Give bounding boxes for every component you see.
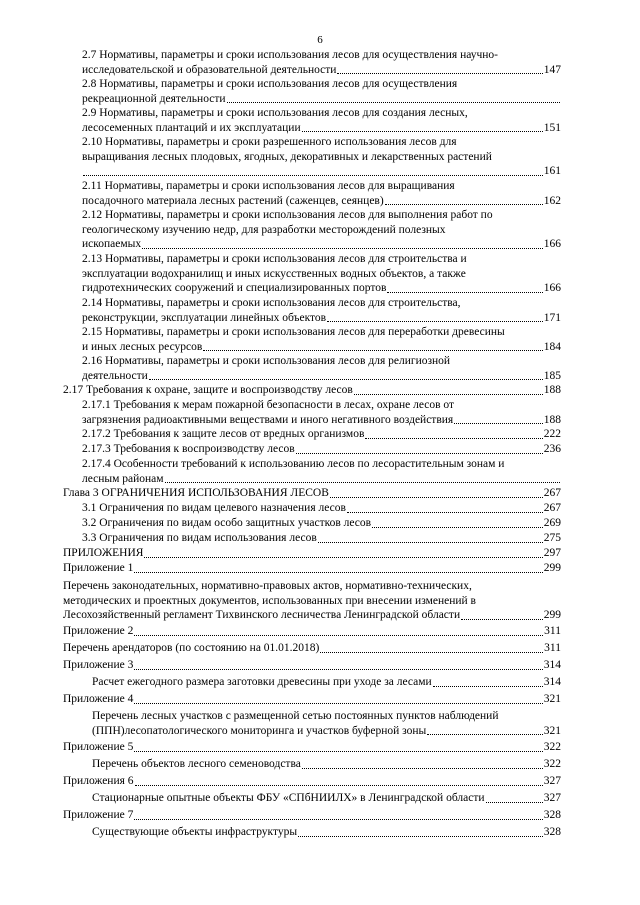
toc-entry-text: 2.9 Нормативы, параметры и сроки использования лесов для создания лесных, bbox=[82, 107, 468, 119]
toc-entry-line bbox=[63, 579, 561, 594]
toc-entry-text: Стационарные опытные объекты ФБУ «СПбНИИЛХ» в Ленинградской области bbox=[92, 792, 485, 804]
toc-entry-text: Лесохозяйственный регламент Тихвинского лесничества Ленинградской области bbox=[63, 609, 461, 622]
toc-entry-line bbox=[82, 311, 561, 326]
toc-entry[interactable] bbox=[63, 624, 561, 639]
toc-entry-line bbox=[82, 267, 561, 282]
toc-entry-line bbox=[63, 561, 561, 576]
toc-entry-text: 3.3 Ограничения по видам использования лесов bbox=[82, 532, 317, 544]
toc-entry-text: исследовательской и образовательной деятельности bbox=[82, 63, 337, 76]
toc-entry-line bbox=[82, 427, 561, 442]
page-ref: 222 bbox=[543, 428, 561, 440]
toc-entry-line bbox=[63, 546, 561, 561]
toc-entry[interactable] bbox=[82, 296, 561, 325]
page-ref: 321 bbox=[543, 693, 561, 705]
toc-entry[interactable] bbox=[63, 692, 561, 707]
page-ref: 151 bbox=[543, 121, 561, 134]
toc-entry-text: 2.17.2 Требования к защите лесов от вредных организмов bbox=[82, 428, 365, 440]
toc-entry-text: 2.7 Нормативы, параметры и сроки использования лесов для осуществления научно- bbox=[82, 49, 499, 61]
toc-entry-text: Приложение 1 bbox=[63, 562, 134, 574]
toc-entry-line bbox=[82, 150, 561, 165]
toc-entry-text: Приложение 4 bbox=[63, 693, 134, 705]
toc-entry[interactable] bbox=[92, 825, 561, 840]
dot-leader bbox=[165, 482, 560, 483]
toc-entry-line bbox=[82, 48, 561, 63]
toc-entry[interactable] bbox=[82, 442, 561, 457]
toc-entry-text: Перечень лесных участков с размещенной сетью постоянных пунктов наблюдений bbox=[92, 710, 499, 722]
toc-entry-text: 2.11 Нормативы, параметры и сроки использования лесов для выращивания bbox=[82, 180, 455, 192]
toc-entry-line bbox=[82, 516, 561, 531]
toc-entry[interactable] bbox=[92, 791, 561, 806]
toc-entry-text: 3.1 Ограничения по видам целевого назначения лесов bbox=[82, 502, 346, 514]
page-ref: 299 bbox=[543, 562, 561, 574]
toc-entry[interactable] bbox=[63, 486, 561, 501]
toc-entry-line bbox=[82, 63, 561, 78]
dot-leader bbox=[433, 686, 543, 687]
toc-entry[interactable] bbox=[63, 383, 561, 398]
page-ref: 162 bbox=[543, 194, 561, 207]
dot-leader bbox=[203, 350, 542, 351]
toc-entry-line bbox=[82, 252, 561, 267]
toc-entry-line bbox=[63, 608, 561, 623]
toc-entry-line bbox=[63, 774, 561, 789]
toc-entry-line bbox=[92, 757, 561, 772]
toc-entry-line bbox=[82, 92, 561, 107]
dot-leader bbox=[427, 734, 543, 735]
dot-leader bbox=[134, 635, 543, 636]
toc-entry-line bbox=[82, 223, 561, 238]
toc-entry-text: Приложение 7 bbox=[63, 809, 134, 821]
toc-entry-text: выращивания лесных плодовых, ягодных, декоративных и лекарственных растений bbox=[82, 150, 492, 163]
toc-entry-line bbox=[92, 675, 561, 690]
toc-entry-line bbox=[82, 208, 561, 223]
toc-entry[interactable] bbox=[82, 48, 561, 77]
toc-entry[interactable] bbox=[82, 179, 561, 208]
toc-entry-line bbox=[63, 641, 561, 656]
page-ref: 311 bbox=[544, 625, 561, 637]
toc-entry-line bbox=[82, 77, 561, 92]
toc-entry-text: реконструкции, эксплуатации линейных объектов bbox=[82, 311, 327, 324]
toc-entry-line bbox=[82, 354, 561, 369]
toc-entry[interactable] bbox=[63, 774, 561, 789]
toc-entry-line bbox=[82, 121, 561, 136]
dot-leader bbox=[296, 453, 543, 454]
toc-entry-line bbox=[82, 135, 561, 150]
dot-leader bbox=[385, 204, 543, 205]
toc-entry-text: Перечень законодательных, нормативно-правовых актов, нормативно-технических, bbox=[63, 580, 472, 592]
toc-entry-line bbox=[82, 296, 561, 311]
toc-entry-text: Перечень объектов лесного семеноводства bbox=[92, 758, 301, 770]
dot-leader bbox=[372, 527, 543, 528]
dot-leader bbox=[461, 619, 543, 620]
toc-entry-line bbox=[92, 709, 561, 724]
toc-entry[interactable] bbox=[82, 457, 561, 486]
toc-entry-text: загрязнения радиоактивными веществами и иного негативного воздействия bbox=[82, 413, 454, 426]
toc-entry[interactable] bbox=[82, 531, 561, 546]
toc-entry-text: Приложение 2 bbox=[63, 625, 134, 637]
toc-entry[interactable] bbox=[82, 208, 561, 252]
page-ref: 166 bbox=[543, 238, 561, 251]
toc-entry-line bbox=[82, 325, 561, 340]
toc-entry[interactable] bbox=[92, 675, 561, 690]
page-ref: 314 bbox=[543, 659, 561, 671]
toc-entry-text: деятельности bbox=[82, 369, 148, 382]
toc-entry[interactable] bbox=[63, 808, 561, 823]
page-ref: 188 bbox=[543, 384, 561, 396]
dot-leader bbox=[354, 394, 543, 395]
toc-entry-line bbox=[63, 486, 561, 501]
page-ref: 314 bbox=[543, 676, 561, 688]
toc-entry-text: 2.15 Нормативы, параметры и сроки использования лесов для переработки древесины bbox=[82, 326, 505, 338]
dot-leader bbox=[144, 557, 542, 558]
toc-entry-line bbox=[82, 472, 561, 487]
toc-entry-text: Глава 3 ОГРАНИЧЕНИЯ ИСПОЛЬЗОВАНИЯ ЛЕСОВ bbox=[63, 487, 329, 499]
dot-leader bbox=[387, 292, 542, 293]
toc-entry-text: Перечень арендаторов (по состоянию на 01.01.2018) bbox=[63, 642, 320, 654]
toc-entry-text: ПРИЛОЖЕНИЯ bbox=[63, 547, 144, 559]
page-ref: 299 bbox=[543, 609, 561, 622]
toc-entry-text: лесным районам bbox=[82, 472, 164, 485]
page-ref: 328 bbox=[543, 826, 561, 838]
toc-entry-line bbox=[82, 281, 561, 296]
toc-entry-line bbox=[82, 398, 561, 413]
toc-entry-text: Расчет ежегодного размера заготовки древесины при уходе за лесами bbox=[92, 676, 432, 688]
toc-entry-line bbox=[82, 531, 561, 546]
toc-entry-line bbox=[63, 658, 561, 673]
dot-leader bbox=[134, 819, 542, 820]
page-ref: 185 bbox=[543, 369, 561, 382]
dot-leader bbox=[142, 248, 543, 249]
dot-leader bbox=[365, 438, 542, 439]
page-ref: 147 bbox=[543, 63, 561, 76]
toc-entry-text: Приложения 6 bbox=[63, 775, 134, 787]
toc-entry-line bbox=[82, 369, 561, 384]
page-ref: 171 bbox=[543, 311, 561, 324]
toc-entry-text: и иных лесных ресурсов bbox=[82, 340, 203, 353]
toc-entry-text: 3.2 Ограничения по видам особо защитных участков лесов bbox=[82, 517, 372, 529]
toc-entry[interactable] bbox=[82, 252, 561, 296]
toc-entry-text: 2.12 Нормативы, параметры и сроки использования лесов для выполнения работ по bbox=[82, 209, 493, 221]
toc-entry-text: рекреационной деятельности bbox=[82, 92, 226, 105]
toc-entry-text: гидротехнических сооружений и специализированных портов bbox=[82, 282, 387, 295]
toc-entry[interactable] bbox=[82, 398, 561, 427]
dot-leader bbox=[327, 321, 543, 322]
toc-entry-text: посадочного материала лесных растений (саженцев, сеянцев) bbox=[82, 194, 384, 207]
page-ref: 311 bbox=[544, 642, 561, 654]
page-ref: 275 bbox=[543, 532, 561, 544]
dot-leader bbox=[134, 751, 542, 752]
toc-entry[interactable] bbox=[63, 561, 561, 576]
toc-entry-line bbox=[82, 237, 561, 252]
toc-entry-text: 2.8 Нормативы, параметры и сроки использования лесов для осуществления bbox=[82, 78, 458, 90]
toc-entry-text: ископаемых bbox=[82, 238, 142, 251]
page-ref: 269 bbox=[543, 517, 561, 529]
dot-leader bbox=[298, 836, 543, 837]
toc-entry-line bbox=[63, 383, 561, 398]
dot-leader bbox=[318, 542, 543, 543]
dot-leader bbox=[347, 512, 543, 513]
page-ref: 267 bbox=[543, 487, 561, 499]
toc-entry-line bbox=[92, 825, 561, 840]
toc-entry[interactable] bbox=[82, 106, 561, 135]
toc-entry-line bbox=[63, 808, 561, 823]
toc-entry[interactable] bbox=[92, 757, 561, 772]
toc-entry-text: 2.10 Нормативы, параметры и сроки разрешенного использования лесов для bbox=[82, 136, 457, 148]
dot-leader bbox=[134, 669, 542, 670]
toc-entry[interactable] bbox=[63, 641, 561, 656]
page-ref: 184 bbox=[543, 340, 561, 353]
dot-leader bbox=[135, 785, 543, 786]
toc-entry-text: Приложение 5 bbox=[63, 741, 134, 753]
toc-entry[interactable] bbox=[63, 546, 561, 561]
toc-entry-line bbox=[82, 457, 561, 472]
dot-leader bbox=[302, 768, 543, 769]
toc-entry-text: 2.17.1 Требования к мерам пожарной безопасности в лесах, охране лесов от bbox=[82, 399, 455, 411]
page-ref: 327 bbox=[543, 792, 561, 804]
dot-leader bbox=[454, 423, 543, 424]
toc-entry-text: 2.13 Нормативы, параметры и сроки использования лесов для строительства и bbox=[82, 253, 467, 265]
dot-leader bbox=[227, 102, 560, 103]
page-ref: 297 bbox=[543, 547, 561, 559]
toc-entry-line bbox=[82, 164, 561, 179]
page-ref: 267 bbox=[543, 502, 561, 514]
dot-leader bbox=[337, 73, 542, 74]
toc-entry-line bbox=[82, 442, 561, 457]
toc-entry[interactable] bbox=[82, 77, 561, 106]
toc-entry-text: эксплуатации водохранилищ и иных искусственных водных объектов, а также bbox=[82, 267, 466, 280]
toc-entry-text: 2.16 Нормативы, параметры и сроки использования лесов для религиозной bbox=[82, 355, 451, 367]
dot-leader bbox=[134, 703, 542, 704]
toc-entry-text: методических и проектных документов, использованных при внесении изменений в bbox=[63, 594, 476, 607]
toc-entry[interactable] bbox=[82, 135, 561, 179]
toc-entry-text: геологическому изучению недр, для разработки месторождений полезных bbox=[82, 223, 446, 236]
page-ref: 166 bbox=[543, 282, 561, 295]
toc-entry-text: Существующие объекты инфраструктуры bbox=[92, 826, 298, 838]
toc-entry-text: 2.17.3 Требования к воспроизводству лесов bbox=[82, 443, 295, 455]
toc-entry[interactable] bbox=[82, 501, 561, 516]
toc-entry-line bbox=[82, 194, 561, 209]
toc-entry-line bbox=[82, 106, 561, 121]
toc-entry[interactable] bbox=[82, 516, 561, 531]
dot-leader bbox=[330, 497, 543, 498]
dot-leader bbox=[83, 175, 543, 176]
page-ref: 321 bbox=[543, 724, 561, 737]
toc-entry[interactable] bbox=[82, 427, 561, 442]
dot-leader bbox=[134, 572, 542, 573]
toc-entry-text: лесосеменных плантаций и их эксплуатации bbox=[82, 121, 301, 134]
toc-entry[interactable] bbox=[63, 579, 561, 623]
page-ref: 322 bbox=[543, 741, 561, 753]
dot-leader bbox=[486, 802, 543, 803]
page-number: 6 bbox=[317, 34, 323, 46]
toc-entry-line bbox=[92, 791, 561, 806]
page-ref: 188 bbox=[543, 413, 561, 426]
toc-entry-line bbox=[82, 340, 561, 355]
toc-entry-line bbox=[82, 501, 561, 516]
toc-entry-line bbox=[82, 179, 561, 194]
toc-entry-text: (ППН)лесопатологического мониторинга и участков буферной зоны bbox=[92, 724, 427, 737]
toc-entry-text: 2.14 Нормативы, параметры и сроки использования лесов для строительства, bbox=[82, 297, 461, 309]
toc-entry-line bbox=[63, 594, 561, 609]
toc-entry[interactable] bbox=[63, 658, 561, 673]
toc-entry-line bbox=[63, 740, 561, 755]
toc-entry[interactable] bbox=[92, 709, 561, 738]
toc-entry-line bbox=[63, 692, 561, 707]
dot-leader bbox=[149, 379, 543, 380]
toc-entry[interactable] bbox=[82, 354, 561, 383]
page-ref: 322 bbox=[543, 758, 561, 770]
dot-leader bbox=[320, 652, 543, 653]
toc-entry-text: 2.17.4 Особенности требований к использованию лесов по лесорастительным зонам и bbox=[82, 458, 505, 470]
page-ref: 327 bbox=[543, 775, 561, 787]
toc-entry-text: Приложение 3 bbox=[63, 659, 134, 671]
toc-entry[interactable] bbox=[82, 325, 561, 354]
page-ref: 161 bbox=[543, 165, 561, 178]
toc-entry-line bbox=[82, 413, 561, 428]
toc-entry[interactable] bbox=[63, 740, 561, 755]
dot-leader bbox=[302, 131, 543, 132]
toc-entry-line bbox=[63, 624, 561, 639]
toc-entry-line bbox=[92, 724, 561, 739]
page-ref: 236 bbox=[543, 443, 561, 455]
toc-entry-text: 2.17 Требования к охране, защите и воспроизводству лесов bbox=[63, 384, 353, 396]
page-ref: 328 bbox=[543, 809, 561, 821]
